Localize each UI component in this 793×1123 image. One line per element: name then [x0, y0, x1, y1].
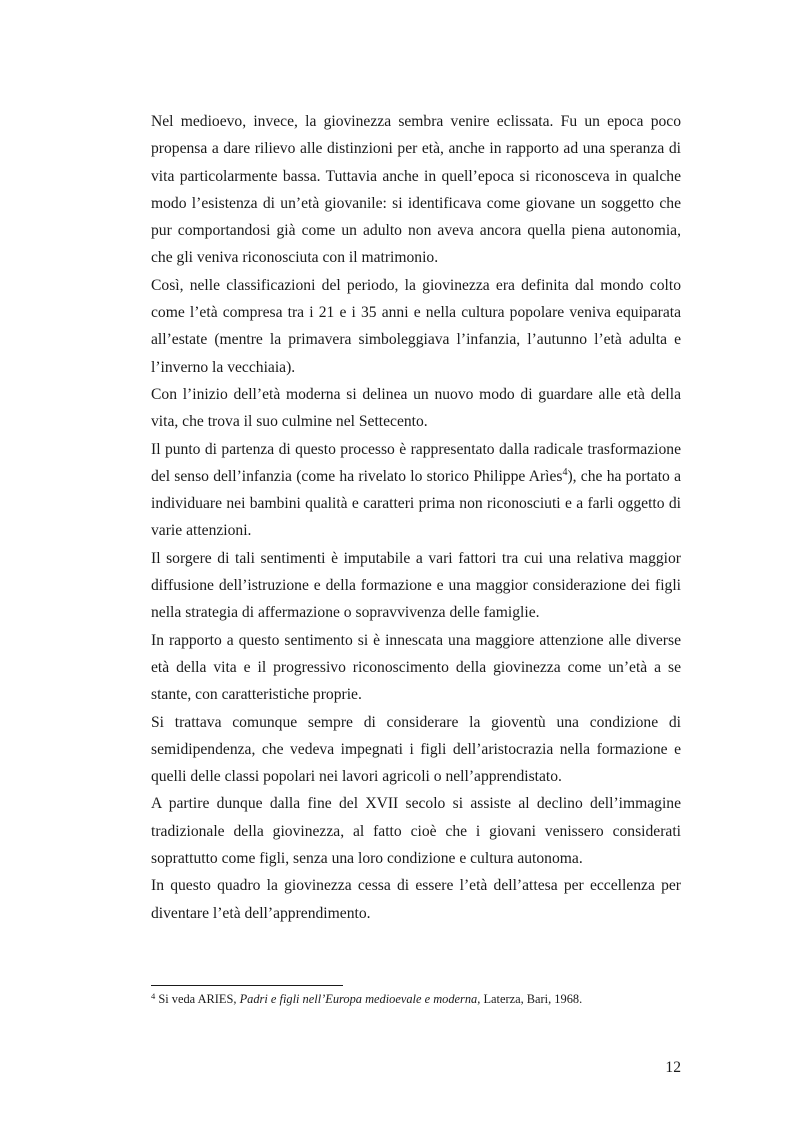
footnote-title: Padri e figli nell’Europa medioevale e moderna	[239, 992, 478, 1006]
paragraph: Nel medioevo, invece, la giovinezza sembra venire eclissata. Fu un epoca poco propensa a dare rilievo alle distinzioni per età, anche in rapporto ad una speranza di vita particolarmente bassa. Tuttavia anche in quell’epoca si riconosceva in qualche modo l’esistenza di un’età giovanile: si identificava come giovane un soggetto che pur comportandosi già come un adulto non aveva ancora quella piena autonomia, che gli veniva riconosciuta con il matrimonio.	[151, 113, 681, 267]
paragraph: Così, nelle classificazioni del periodo, la giovinezza era definita dal mondo colto come l’età compresa tra i 21 e i 35 anni e nella cultura popolare veniva equiparata all’estate (mentre la primavera simboleggiava l’infanzia, l’autunno l’età adulta e l’inverno la vecchiaia).	[151, 276, 681, 376]
paragraph-text: ), che ha portato a individuare nei bambini qualità e caratteri prima non riconosciuti e a farli oggetto di varie attenzioni.	[151, 467, 681, 540]
page-number: 12	[665, 1059, 681, 1076]
footnote-suffix: , Laterza, Bari, 1968.	[477, 992, 583, 1006]
paragraph-text: Il punto di partenza di questo processo è rappresentato dalla radicale trasformazione del senso dell’infanzia (come ha rivelato lo storico Philippe Arìes	[151, 440, 681, 485]
footnote-divider	[151, 985, 343, 986]
paragraph: A partire dunque dalla fine del XVII secolo si assiste al declino dell’immagine tradizionale della giovinezza, al fatto cioè che i giovani venissero considerati soprattutto come figli, senza una loro condizione e cultura autonoma.	[151, 795, 681, 868]
paragraph	[151, 436, 681, 545]
paragraph: Il sorgere di tali sentimenti è imputabile a vari fattori tra cui una relativa maggior diffusione dell’istruzione e della formazione e una maggior considerazione dei figli nella strategia di affermazione o sopravvivenza delle famiglie.	[151, 549, 681, 622]
paragraph: Con l’inizio dell’età moderna si delinea un nuovo modo di guardare alle età della vita, che trova il suo culmine nel Settecento.	[151, 385, 681, 431]
footnote-number: 4	[151, 991, 156, 1001]
footnote	[151, 990, 681, 1008]
paragraph: In questo quadro la giovinezza cessa di essere l’età dell’attesa per eccellenza per diventare l’età dell’apprendimento.	[151, 877, 681, 922]
footnote-prefix: Si veda ARIES,	[155, 992, 240, 1006]
paragraph: In rapporto a questo sentimento si è innescata una maggiore attenzione alle diverse età della vita e il progressivo riconoscimento della giovinezza come un’età a se stante, con caratteristiche proprie.	[151, 631, 681, 704]
paragraph: Si trattava comunque sempre di considerare la gioventù una condizione di semidipendenza, che vedeva impegnati i figli dell’aristocrazia nella formazione e quelli delle classi popolari nei lavori agricoli o nell’apprendistato.	[151, 713, 681, 786]
footnote-reference: 4	[562, 466, 568, 478]
main-text	[151, 108, 681, 927]
